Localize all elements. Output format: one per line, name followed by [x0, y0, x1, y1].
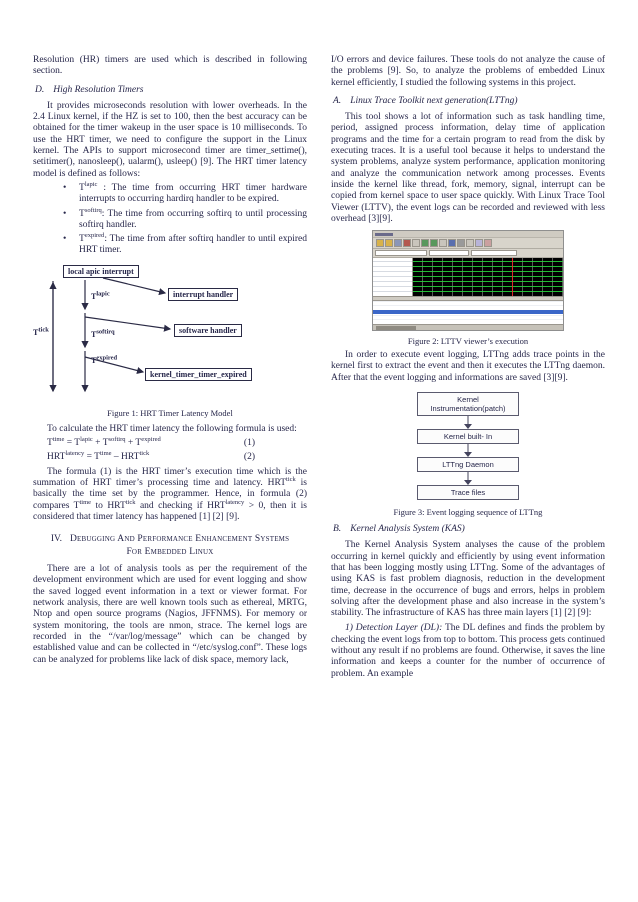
close-icon: [403, 239, 411, 247]
bullet-softirq: [63, 206, 307, 232]
formula-1-body: $T^{time} = T^{lapic} + T^{softirq} + T^{expired}$: [47, 435, 161, 449]
flow-arrow-icon: [463, 416, 473, 429]
figure-1-caption: Figure 1: HRT Timer Latency Model: [107, 407, 233, 418]
flow-box-trace-files: Trace files: [417, 485, 519, 500]
flow-box-kernel-instrumentation: Kernel Instrumentation(patch): [417, 392, 519, 416]
paragraph-detection-layer: 1) Detection Layer (DL): The DL defines and finds the problem by checking the event logs from top to bottom. This process gets continued without any result if no problems are found. Otherwise, it saves the line information and keeps a counter for the number of occurrence of problem. An example: [331, 623, 606, 679]
open-trace-icon: [385, 239, 393, 247]
diagram-label-t-tick: $T^{tick}$: [33, 326, 49, 337]
paragraph-continuation: I/O errors and device failures. These tools do not analyze the cause of the problems [9]. So, to analyze the problems of embedded Linux kernel efficiently, I studied the following systems in this project.: [331, 55, 605, 88]
subsection-title: Detection Layer (DL):: [355, 623, 443, 634]
separator-icon: [412, 239, 420, 247]
figure-1-arrows: [33, 265, 306, 403]
heading-title: Linux Trace Toolkit next generation(LTTng): [350, 95, 518, 106]
bullet-text: $T^{expired}$: The time from after softirq handler to until expired HRT timer.: [79, 232, 307, 256]
formula-2-body: $HRT^{latency} = T^{time} - HRT^{tick}$: [47, 450, 150, 463]
paragraph-kas-description: The Kernel Analysis System analyses the cause of the problem occurring in kernel quickly and efficiently by using event information that has been logging mostly using LTTng. Some of the advantages of using KAS is fast problem diagnosis, reduction in the development time, decrease in the occurrence of bugs and errors, helps in problem solving after the development phase and also increase in the system’s stability. The infrastructure of KAS has three main layers [1] [2] [9]:: [331, 540, 605, 619]
lttv-fields-row: [373, 249, 563, 258]
figure-1-hrt-latency-model: [33, 265, 307, 418]
figure-3-flowchart: [331, 392, 605, 517]
figure-2-caption: Figure 2: LTTV viewer’s execution: [407, 336, 529, 347]
diagram-label-t-lapic: $T^{lapic}$: [91, 290, 110, 301]
lttv-selected-row: [373, 310, 563, 314]
bullet-marker: •: [63, 234, 67, 245]
diagram-box-local-apic-interrupt: local apic interrupt: [63, 265, 139, 278]
heading-lttng: [333, 96, 605, 107]
stats-icon: [475, 239, 483, 247]
zoom-out-icon: [430, 239, 438, 247]
heading-title: Kernel Analysis System (KAS): [350, 524, 465, 535]
bullet-expired: [63, 234, 307, 257]
bullet-lapic: [63, 180, 307, 206]
diagram-box-software-handler: software handler: [174, 324, 242, 337]
paragraph-lttng-description: This tool shows a lot of information such as task handling time, period, assigned process information, delay time of application programs and the time for a certain program to read from the disk by executing traces. It is a useful tool because it helps to understand the system problems, analyze system performance, application monitoring and analyze the communication network among processes. Events inside the kernel like thread, fork, memory, signal, interrupt can be copied from kernel space to user space quickly. With Linux Trace Tool Viewer (LTTV), the event logs can be recorded and reviewed with less overhead [3][9].: [331, 112, 605, 224]
time-field: [375, 250, 427, 256]
right-column: [331, 55, 605, 892]
flow-box-lttng-daemon: LTTng Daemon: [417, 457, 519, 472]
bullet-text: $T^{softirq}$: The time from occurring softirq to until processing softirq handler.: [79, 206, 307, 230]
heading-label: A.: [333, 95, 342, 106]
zoom-in-icon: [421, 239, 429, 247]
paragraph-formula-intro: To calculate the HRT timer latency the following formula is used:: [47, 423, 297, 434]
figure-2-lttv: [331, 230, 605, 346]
flow-arrow-icon: [463, 472, 473, 485]
heading-title: High Resolution Timers: [53, 84, 144, 95]
flow-box-kernel-built-in: Kernel built- In: [417, 429, 519, 444]
lttv-scrollbar: [373, 324, 563, 330]
cursor-field: [471, 250, 517, 256]
heading-kas: [333, 524, 605, 535]
formula-2: [33, 452, 307, 463]
diagram-label-t-expired: $T^{expired}$: [91, 354, 118, 365]
section-title: Debugging And Performance Enhancement Systems For Embedded Linux: [70, 534, 290, 557]
section-number: IV.: [50, 534, 62, 545]
figure-1-diagram: [33, 265, 306, 403]
diagram-box-kernel-timer-expired: kernel_timer_timer_expired: [145, 368, 252, 381]
help-icon: [484, 239, 492, 247]
formula-1: [33, 435, 307, 449]
diagram-box-interrupt-handler: interrupt handler: [168, 288, 238, 301]
bullet-marker: •: [63, 208, 67, 219]
heading-label: D.: [35, 84, 45, 95]
paragraph-analysis-tools: There are a lot of analysis tools as per the requirement of the development environment which are used for event logging and show the saved logged event information in a text or viewer format. For network analysis, there are well known tools such as ethereal, MRTG, Ntop and open source programs (Nagios, JFFNMS). For memory or system monitoring, the tools are nmon, strace. The kernel logs are recorded in the “/var/log/message” which can be changed by established value and can be collected in “/etc/syslog.conf”. These logs can be analyzed for problems like lack of disk space, memory lack,: [33, 564, 307, 665]
lttv-toolbar: [373, 238, 563, 249]
go-left-icon: [448, 239, 456, 247]
paragraph-event-logging: In order to execute event logging, LTTng adds trace points in the kernel first to extract the event and then it executes the LTTng daemon. After that the event logging and informations are saved [3][9].: [331, 350, 605, 383]
go-right-icon: [457, 239, 465, 247]
heading-section-iv: [49, 533, 291, 558]
filter-icon: [466, 239, 474, 247]
paragraph-formula-explanation: The formula (1) is the HRT timer’s execution time which is the summation of HRT timer’s processing time and latency. $HRT^{tick}$ is basically the time set by the programmer. Hence, in formula (2) compares $T^{time}$ to $HRT^{tick}$ and checking if $HRT^{latency} > 0$, then it is considered that timer latency has happened [1] [2] [9].: [33, 466, 307, 522]
lttv-trace-canvas: [413, 258, 563, 296]
open-icon: [376, 239, 384, 247]
zoom-fit-icon: [439, 239, 447, 247]
lttv-main-area: [373, 258, 563, 296]
left-column: [33, 55, 307, 892]
heading-high-resolution-timers: [35, 85, 307, 96]
lttv-process-list: [373, 258, 413, 296]
subsection-label: 1): [345, 623, 353, 634]
flow-arrow-icon: [463, 444, 473, 457]
formula-2-number: (2): [243, 452, 255, 463]
diagram-label-t-softirq: $T^{softirq}$: [91, 328, 115, 339]
bullet-text: $T^{lapic}$ : The time from occurring HRT timer hardware interrupts to occurring hardirq handler to be expired.: [79, 180, 307, 205]
range-field: [429, 250, 469, 256]
lttv-screenshot: [372, 230, 564, 331]
bullet-marker: •: [63, 182, 67, 193]
formula-1-number: (1): [243, 438, 255, 449]
paragraph-hrt-intro: It provides microseconds resolution with lower overheads. In the 2.4 Linux kernel, if the HZ is set to 100, then the best accuracy can be obtained for the timer wakeup in the user space is 10 milliseconds. To use the HRT timer, we need to configure the support in the Linux kernel. The APIs to support microsecond timer are timer_settime(), setitimer(), nanosleep(), ualarm(), usleep() [9]. The HRT timer latency model is defined as follows:: [33, 100, 307, 179]
save-icon: [394, 239, 402, 247]
heading-label: B.: [333, 524, 342, 535]
paragraph-continuation: Resolution (HR) timers are used which is described in following section.: [33, 55, 307, 77]
figure-3-caption: Figure 3: Event logging sequence of LTTng: [393, 507, 543, 518]
scrollbar-thumb: [376, 326, 416, 330]
lttv-menubar: [373, 231, 563, 238]
lttv-event-table: [373, 301, 563, 324]
